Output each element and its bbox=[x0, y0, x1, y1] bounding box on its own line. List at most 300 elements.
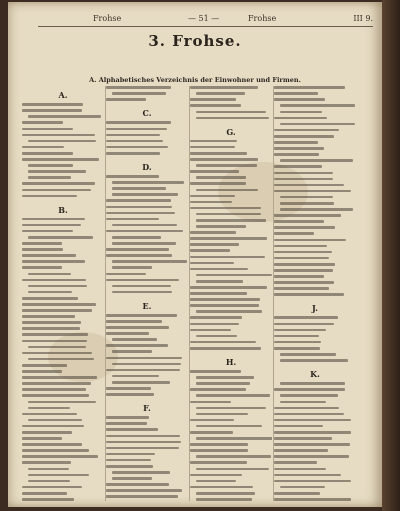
entry-ink bbox=[196, 480, 236, 483]
entry-ink bbox=[190, 140, 237, 143]
entry-ink bbox=[28, 176, 71, 179]
entry-ink bbox=[196, 176, 246, 179]
entry-ink bbox=[106, 369, 180, 372]
entry-ink bbox=[274, 257, 329, 260]
section-letter: G. bbox=[226, 126, 236, 137]
entry-ink bbox=[274, 455, 349, 458]
entry-ink bbox=[22, 382, 91, 385]
entry-ink bbox=[274, 425, 323, 428]
entry-ink bbox=[106, 344, 168, 347]
directory-entry-line bbox=[190, 425, 272, 431]
entry-ink bbox=[106, 254, 172, 257]
entry-ink bbox=[190, 170, 239, 173]
entry-ink bbox=[280, 159, 353, 162]
entry-ink bbox=[28, 474, 89, 477]
directory-entry-line bbox=[106, 314, 188, 320]
directory-entry-line bbox=[190, 274, 272, 280]
entry-ink bbox=[274, 269, 333, 272]
directory-entry-line bbox=[22, 140, 104, 146]
entry-ink bbox=[196, 407, 266, 410]
entry-ink bbox=[112, 236, 161, 239]
entry-ink bbox=[274, 232, 314, 235]
entry-ink bbox=[112, 242, 176, 245]
entry-ink bbox=[190, 347, 261, 350]
entry-ink bbox=[22, 146, 64, 149]
entry-ink bbox=[22, 224, 81, 227]
entry-ink bbox=[106, 218, 159, 221]
entry-ink bbox=[274, 275, 324, 278]
entry-ink bbox=[274, 474, 341, 477]
directory-entry-line bbox=[22, 303, 104, 309]
entry-ink bbox=[112, 338, 157, 341]
entry-ink bbox=[274, 388, 345, 391]
entry-ink bbox=[274, 220, 324, 223]
entry-ink bbox=[28, 401, 96, 404]
entry-ink bbox=[274, 443, 350, 446]
entry-ink bbox=[274, 498, 351, 501]
entry-ink bbox=[190, 401, 231, 404]
entry-ink bbox=[280, 353, 336, 356]
entry-ink bbox=[112, 187, 166, 190]
entry-ink bbox=[274, 287, 329, 290]
entry-ink bbox=[22, 121, 63, 124]
directory-entry-line bbox=[22, 498, 104, 502]
directory-entry-line bbox=[190, 213, 272, 219]
entry-ink bbox=[196, 455, 271, 458]
entry-ink bbox=[106, 416, 149, 419]
entry-ink bbox=[22, 158, 99, 161]
section-letter: A. bbox=[58, 90, 68, 100]
entry-ink bbox=[196, 274, 272, 277]
entry-ink bbox=[280, 104, 355, 107]
entry-ink bbox=[196, 335, 237, 338]
entry-ink bbox=[190, 431, 233, 434]
entry-ink bbox=[280, 208, 353, 211]
entry-ink bbox=[22, 128, 73, 131]
directory-entry-line bbox=[274, 184, 356, 190]
entry-ink bbox=[274, 413, 344, 416]
directory-entry-line bbox=[106, 152, 188, 158]
section-heading: A. Alphabetisches Verzeichnis der Einwohner und Firmen. bbox=[89, 76, 301, 84]
entry-ink bbox=[28, 140, 96, 143]
entry-ink bbox=[274, 431, 351, 434]
entry-ink bbox=[196, 111, 266, 114]
entry-ink bbox=[22, 279, 86, 282]
entry-ink bbox=[190, 341, 256, 344]
entry-ink bbox=[112, 92, 166, 95]
entry-ink bbox=[196, 219, 266, 222]
entry-ink bbox=[274, 135, 334, 138]
directory-entry-line bbox=[190, 347, 272, 353]
entry-ink bbox=[196, 164, 257, 167]
entry-ink bbox=[190, 104, 241, 107]
page-title: 3. Frohse. bbox=[148, 32, 242, 50]
entry-ink bbox=[28, 273, 71, 276]
entry-ink bbox=[280, 401, 326, 404]
directory-entry-line bbox=[190, 286, 272, 292]
directory-entry-line bbox=[190, 219, 272, 225]
header-right: Frohse bbox=[248, 14, 277, 23]
section-letter: E. bbox=[142, 300, 152, 311]
entry-ink bbox=[28, 407, 70, 410]
entry-ink bbox=[274, 147, 324, 150]
entry-ink bbox=[196, 498, 252, 501]
entry-ink bbox=[22, 242, 62, 245]
entry-ink bbox=[196, 280, 243, 283]
entry-ink bbox=[22, 152, 73, 155]
entry-ink bbox=[22, 498, 74, 501]
entry-ink bbox=[106, 435, 180, 438]
entry-ink bbox=[196, 468, 269, 471]
book-edge bbox=[382, 0, 400, 511]
entry-ink bbox=[190, 86, 258, 89]
entry-ink bbox=[280, 123, 355, 126]
directory-entry-line bbox=[274, 480, 356, 486]
entry-ink bbox=[106, 428, 158, 431]
entry-ink bbox=[22, 370, 62, 373]
entry-ink bbox=[106, 314, 177, 317]
entry-ink bbox=[106, 459, 151, 462]
document-page bbox=[8, 2, 382, 507]
entry-ink bbox=[22, 195, 77, 198]
section-letter: H. bbox=[225, 356, 237, 367]
entry-ink bbox=[22, 449, 89, 452]
entry-ink bbox=[190, 207, 261, 210]
entry-ink bbox=[28, 419, 82, 422]
entry-ink bbox=[190, 182, 246, 185]
directory-entry-line bbox=[22, 194, 104, 200]
entry-ink bbox=[190, 323, 239, 326]
section-letter: J. bbox=[312, 303, 318, 314]
entry-ink bbox=[106, 121, 171, 124]
entry-ink bbox=[22, 248, 63, 251]
directory-entry-line bbox=[22, 358, 104, 364]
entry-ink bbox=[22, 109, 82, 112]
directory-entry-line bbox=[106, 291, 188, 297]
entry-ink bbox=[22, 443, 82, 446]
directory-column bbox=[106, 86, 188, 502]
entry-ink bbox=[112, 471, 170, 474]
entry-ink bbox=[106, 98, 146, 101]
directory-entry-line bbox=[274, 359, 356, 365]
entry-ink bbox=[190, 237, 267, 240]
entry-ink bbox=[112, 350, 152, 353]
entry-ink bbox=[22, 437, 62, 440]
section-letter: C. bbox=[142, 108, 152, 119]
entry-ink bbox=[196, 213, 261, 216]
entry-ink bbox=[22, 266, 62, 269]
entry-ink bbox=[106, 134, 160, 137]
entry-ink bbox=[106, 489, 182, 492]
directory-entry-line bbox=[106, 98, 188, 104]
directory-column bbox=[274, 86, 356, 502]
entry-ink bbox=[274, 281, 334, 284]
entry-ink bbox=[274, 461, 317, 464]
entry-ink bbox=[106, 146, 168, 149]
entry-ink bbox=[274, 347, 320, 350]
entry-ink bbox=[28, 115, 101, 118]
entry-ink bbox=[274, 178, 333, 181]
entry-ink bbox=[196, 92, 245, 95]
entry-ink bbox=[22, 376, 97, 379]
entry-ink bbox=[196, 437, 272, 440]
entry-ink bbox=[280, 359, 348, 362]
entry-ink bbox=[190, 146, 235, 149]
entry-ink bbox=[274, 184, 344, 187]
entry-ink bbox=[274, 98, 325, 101]
entry-ink bbox=[274, 129, 339, 132]
entry-ink bbox=[106, 320, 162, 323]
entry-ink bbox=[112, 363, 181, 366]
entry-ink bbox=[274, 323, 334, 326]
header-rule bbox=[38, 26, 373, 27]
directory-entry-line bbox=[106, 501, 188, 502]
entry-ink bbox=[196, 189, 258, 192]
entry-ink bbox=[274, 245, 327, 248]
entry-ink bbox=[196, 425, 262, 428]
entry-ink bbox=[274, 437, 332, 440]
entry-ink bbox=[274, 341, 321, 344]
directory-entry-line bbox=[190, 116, 272, 122]
entry-ink bbox=[274, 492, 320, 495]
entry-ink bbox=[274, 172, 333, 175]
entry-ink bbox=[106, 332, 149, 335]
entry-ink bbox=[22, 315, 75, 318]
section-letter: D. bbox=[142, 161, 152, 172]
entry-ink bbox=[22, 333, 88, 336]
entry-ink bbox=[22, 413, 77, 416]
entry-ink bbox=[190, 419, 234, 422]
entry-ink bbox=[22, 303, 96, 306]
directory-entry-line bbox=[106, 393, 188, 399]
entry-ink bbox=[274, 239, 346, 242]
directory-entry-line bbox=[274, 413, 356, 419]
entry-ink bbox=[196, 492, 255, 495]
entry-ink bbox=[274, 419, 351, 422]
entry-ink bbox=[112, 375, 159, 378]
directory-entry-line bbox=[22, 352, 104, 358]
entry-ink bbox=[196, 376, 254, 379]
entry-ink bbox=[190, 316, 242, 319]
entry-ink bbox=[22, 461, 71, 464]
entry-ink bbox=[22, 189, 91, 192]
entry-ink bbox=[190, 286, 267, 289]
directory-entry-line bbox=[106, 447, 188, 453]
entry-ink bbox=[22, 327, 80, 330]
entry-ink bbox=[28, 285, 87, 288]
entry-ink bbox=[196, 413, 248, 416]
entry-ink bbox=[274, 263, 335, 266]
entry-ink bbox=[22, 297, 78, 300]
directory-entry-line bbox=[274, 293, 356, 299]
entry-ink bbox=[22, 182, 95, 185]
entry-ink bbox=[106, 441, 181, 444]
entry-ink bbox=[28, 480, 70, 483]
entry-ink bbox=[190, 449, 248, 452]
entry-ink bbox=[196, 310, 262, 313]
section-letter: K. bbox=[310, 369, 320, 380]
entry-ink bbox=[106, 248, 169, 251]
entry-ink bbox=[112, 285, 171, 288]
running-header bbox=[38, 14, 373, 26]
entry-ink bbox=[274, 293, 344, 296]
section-letter: B. bbox=[58, 204, 68, 215]
directory-entry-line bbox=[22, 133, 104, 139]
entry-ink bbox=[22, 352, 92, 355]
entry-ink bbox=[274, 92, 318, 95]
entry-ink bbox=[106, 230, 183, 233]
entry-ink bbox=[106, 86, 171, 89]
entry-ink bbox=[190, 388, 246, 391]
entry-ink bbox=[190, 329, 231, 332]
entry-ink bbox=[274, 226, 335, 229]
entry-ink bbox=[28, 358, 94, 361]
entry-ink bbox=[106, 279, 179, 282]
entry-ink bbox=[190, 231, 236, 234]
entry-ink bbox=[22, 455, 98, 458]
entry-ink bbox=[106, 495, 178, 498]
directory-column bbox=[22, 86, 104, 502]
directory-entry-line bbox=[274, 190, 356, 196]
directory-entry-line bbox=[190, 406, 272, 412]
entry-ink bbox=[112, 477, 152, 480]
entry-ink bbox=[28, 236, 93, 239]
entry-ink bbox=[22, 388, 86, 391]
entry-ink bbox=[190, 262, 234, 265]
entry-ink bbox=[106, 326, 169, 329]
entry-ink bbox=[22, 103, 83, 106]
entry-ink bbox=[274, 153, 319, 156]
entry-ink bbox=[22, 486, 82, 489]
entry-ink bbox=[106, 206, 172, 209]
directory-entry-line bbox=[274, 498, 356, 502]
entry-ink bbox=[22, 321, 81, 324]
entry-ink bbox=[112, 266, 152, 269]
entry-ink bbox=[190, 243, 239, 246]
entry-ink bbox=[106, 465, 153, 468]
entry-ink bbox=[22, 340, 87, 343]
page-number: III 9. bbox=[353, 14, 373, 23]
entry-ink bbox=[112, 224, 177, 227]
entry-ink bbox=[280, 486, 325, 489]
entry-ink bbox=[112, 381, 170, 384]
entry-ink bbox=[190, 268, 248, 271]
directory-entry-line bbox=[190, 498, 272, 502]
entry-ink bbox=[280, 394, 338, 397]
entry-ink bbox=[274, 335, 319, 338]
entry-ink bbox=[22, 431, 72, 434]
entry-ink bbox=[106, 447, 179, 450]
entry-ink bbox=[274, 480, 351, 483]
entry-ink bbox=[190, 152, 247, 155]
directory-column bbox=[190, 86, 272, 502]
entry-ink bbox=[28, 291, 72, 294]
entry-ink bbox=[22, 425, 84, 428]
directory-entry-line bbox=[106, 440, 188, 446]
entry-ink bbox=[190, 486, 253, 489]
entry-ink bbox=[106, 152, 160, 155]
directory-entry-line bbox=[274, 123, 356, 129]
entry-ink bbox=[274, 316, 338, 319]
entry-ink bbox=[22, 260, 85, 263]
entry-ink bbox=[190, 201, 232, 204]
entry-ink bbox=[280, 111, 322, 114]
entry-ink bbox=[190, 158, 258, 161]
directory-entry-line bbox=[106, 278, 188, 284]
entry-ink bbox=[28, 164, 73, 167]
entry-ink bbox=[190, 443, 248, 446]
entry-ink bbox=[190, 292, 247, 295]
entry-ink bbox=[190, 195, 235, 198]
entry-ink bbox=[112, 291, 172, 294]
directory-entry-line bbox=[106, 224, 188, 230]
entry-ink bbox=[274, 86, 345, 89]
entry-ink bbox=[190, 474, 242, 477]
entry-ink bbox=[106, 453, 155, 456]
directory-entry-line bbox=[274, 419, 356, 425]
entry-ink bbox=[196, 117, 269, 120]
entry-ink bbox=[274, 141, 318, 144]
entry-ink bbox=[112, 181, 184, 184]
header-center: — 51 — bbox=[188, 14, 220, 23]
entry-ink bbox=[190, 304, 259, 307]
header-left: Frohse bbox=[93, 14, 122, 23]
entry-ink bbox=[280, 196, 333, 199]
entry-ink bbox=[196, 394, 270, 397]
directory-entry-line bbox=[190, 207, 272, 213]
entry-ink bbox=[274, 449, 328, 452]
directory-entry-line bbox=[106, 369, 188, 375]
entry-ink bbox=[274, 468, 326, 471]
entry-ink bbox=[106, 273, 146, 276]
entry-ink bbox=[112, 193, 178, 196]
entry-ink bbox=[112, 260, 187, 263]
entry-ink bbox=[274, 407, 339, 410]
directory-entry-line bbox=[106, 230, 188, 236]
entry-ink bbox=[106, 199, 171, 202]
entry-ink bbox=[106, 483, 169, 486]
entry-ink bbox=[274, 251, 332, 254]
entry-ink bbox=[22, 254, 76, 257]
entry-ink bbox=[106, 387, 151, 390]
entry-ink bbox=[274, 190, 351, 193]
entry-ink bbox=[106, 140, 163, 143]
entry-ink bbox=[190, 98, 236, 101]
entry-ink bbox=[22, 492, 67, 495]
directory-entry-line bbox=[22, 236, 104, 242]
entry-ink bbox=[22, 394, 89, 397]
entry-ink bbox=[22, 134, 95, 137]
entry-ink bbox=[280, 382, 345, 385]
entry-ink bbox=[190, 370, 241, 373]
entry-ink bbox=[196, 382, 250, 385]
entry-ink bbox=[274, 117, 327, 120]
entry-ink bbox=[28, 170, 86, 173]
directory-entry-line bbox=[274, 431, 356, 437]
entry-ink bbox=[196, 225, 246, 228]
entry-ink bbox=[28, 346, 86, 349]
entry-ink bbox=[274, 214, 341, 217]
entry-ink bbox=[28, 468, 69, 471]
section-letter: F. bbox=[143, 403, 151, 414]
entry-ink bbox=[190, 298, 260, 301]
directory-entry-line bbox=[106, 362, 188, 368]
entry-ink bbox=[106, 212, 175, 215]
entry-ink bbox=[22, 230, 73, 233]
entry-ink bbox=[22, 309, 92, 312]
entry-ink bbox=[280, 202, 334, 205]
entry-ink bbox=[106, 422, 147, 425]
